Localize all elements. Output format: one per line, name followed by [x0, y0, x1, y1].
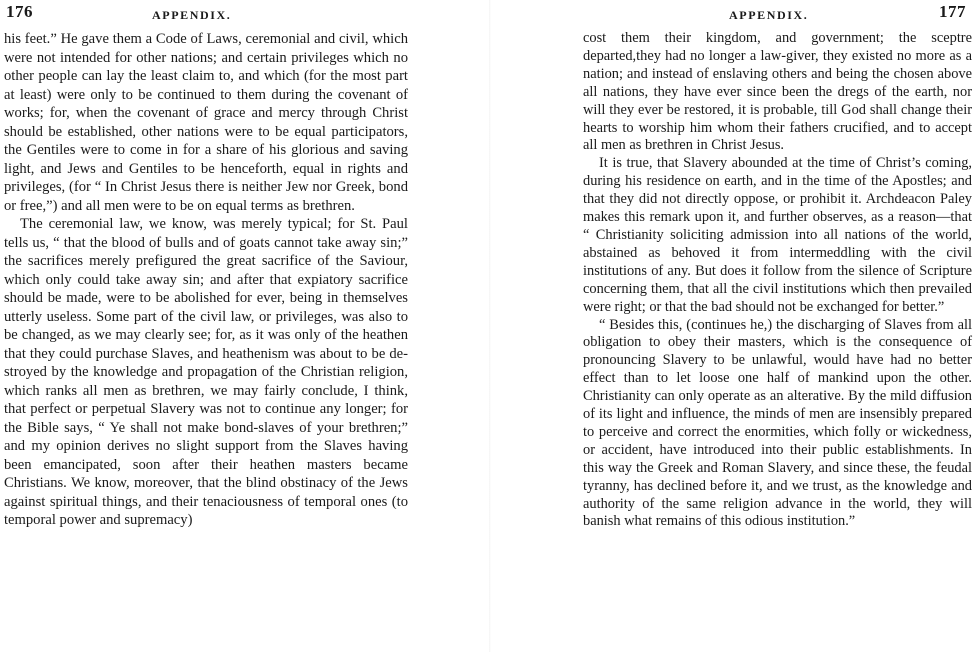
- left-running-head: APPENDIX.: [152, 8, 232, 22]
- left-page-number: 176: [6, 2, 33, 21]
- right-page-header: [583, 0, 972, 30]
- right-paragraph-3: “ Besides this, (continues he,) the discharging of Slaves from all obligation to obey their masters, which is the consequence of pronouncing Slavery to be unlawful, would have had no better effect than to let loose one half of mankind upon the other. Christianity can only operate as an alterative. By the mild diffusion of its light and influence, the minds of men are insensibly prepared to perceive and correct the enormities, which folly or wickedness, or accident, have introduced into their public establishments. In this way the Greek and Roman Slavery, and since these, the feudal tyranny, has declined before it, and we trust, as the knowledge and authority of the same religion advance in the world, they will banish what remains of this odious institution.”: [583, 316, 972, 530]
- right-running-head: APPENDIX.: [729, 8, 809, 22]
- right-paragraph-1: cost them their kingdom, and government; the sceptre departed,they had no longer a law-giver, they existed no more as a nation; and instead of enslaving others and being the chosen above all nations, they have ever since been the dregs of the earth, nor will they ever be restored, it is probable, till God shall change their hearts to worship him whom their fathers crucified, and to accept all men as brethren in Christ Jesus.: [583, 30, 972, 154]
- left-paragraph-2: The ceremonial law, we know, was merely typical; for St. Paul tells us, “ that the blood of bulls and of goats cannot take away sin;” the sacrifices merely prefigured the great sacrifice of the Saviour, which only could take away sin; and after that expiatory sacrifice should be made, were to be abolished for ever, being in themselves utterly useless. Some part of the civil law, or privileges, was also to be changed, as we may clearly see; for, as it was only of the heathen that they could purchase Slaves, and heathenism was about to be destroyed by the knowledge and propagation of the Christian religion, which ranks all men as brethren, we may fairly conclude, I think, that perfect or perpetual Slavery was not to continue any longer; for the Bible says, “ Ye shall not make bond-slaves of your brethren;” and my opinion derives no slight support from the Slaves having been emancipated, soon after their heathen masters became Christians. We know, moreover, that the blind obstinacy of the Jews against spiritual things, and their tenaciousness of temporal ones (to temporal power and supremacy): [4, 216, 408, 528]
- right-page-number: 177: [939, 2, 966, 21]
- right-page: [490, 0, 980, 652]
- left-paragraph-1: his feet.” He gave them a Code of Laws, ceremonial and civil, which were not intended for other nations; and certain privileges which no other people can lay the least claim to, and which (for the most part at least) were only to be continued to them during the covenant of works; for, when the covenant of grace and mercy through Christ should be established, other nations were to be equal participators, the Gentiles were to come in for a share of his glorious and saving light, and Jews and Gentiles to be henceforth, equal in rights and privileges, (for “ In Christ Jesus there is neither Jew nor Greek, bond or free,”) and all men were to be on equal terms as brethren.: [4, 31, 408, 214]
- right-paragraph-2: It is true, that Slavery abounded at the time of Christ’s coming, during his residence on earth, and in the time of the Apostles; and that they did not directly oppose, or prohibit it. Archdeacon Paley makes this remark upon it, and further observes, as a reason—that “ Christianity soliciting admission into all nations of the world, abstained as behoved it from intermeddling with the civil institutions of any. But does it follow from the silence of Scripture concerning them, that all the civil institutions which then prevailed were right; or that the bad should not be exchanged for better.”: [583, 155, 972, 315]
- left-page-header: [4, 0, 408, 30]
